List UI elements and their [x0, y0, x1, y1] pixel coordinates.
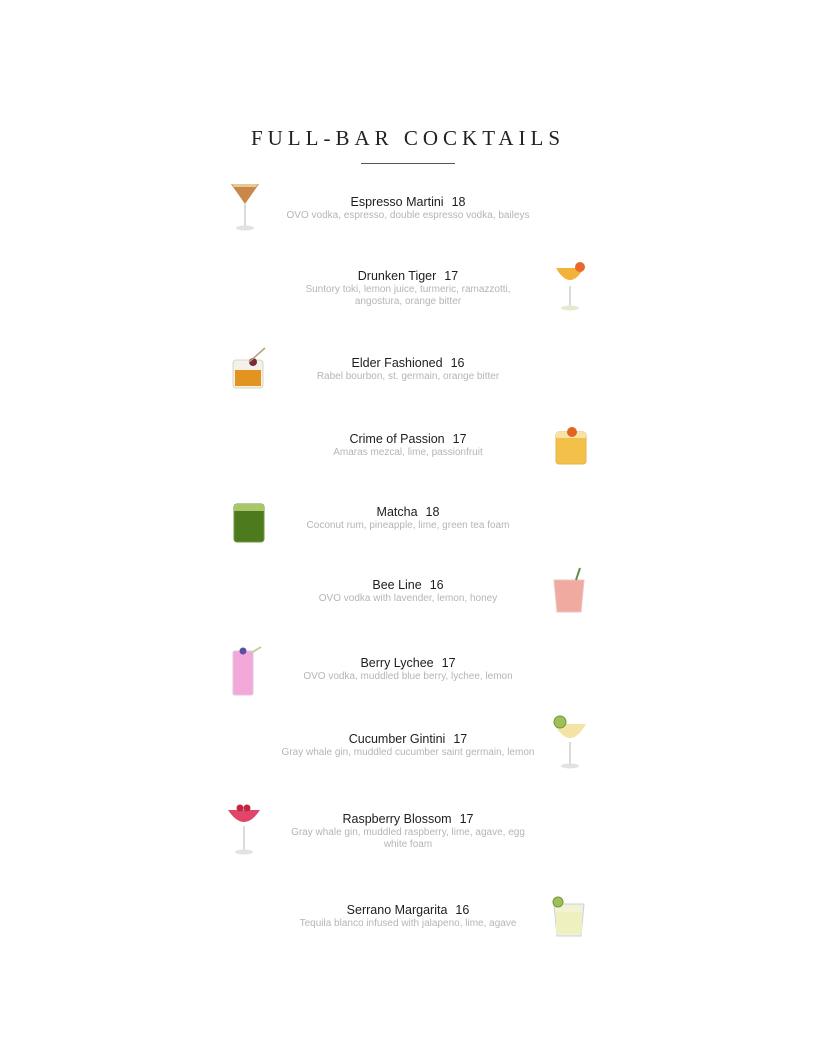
matcha-glass-icon	[226, 494, 270, 550]
item-name: Matcha	[376, 505, 418, 519]
menu-item-cucumber-gintini	[0, 731, 816, 759]
menu-item-elder-fashioned	[0, 355, 816, 383]
item-description: Coconut rum, pineapple, lime, green tea foam	[306, 520, 510, 531]
raspberry-blossom-coupe-icon	[222, 800, 266, 856]
item-name: Berry Lychee	[360, 656, 434, 670]
item-price: 18	[425, 505, 440, 519]
item-description: Gray whale gin, muddled cucumber saint germain, lemon	[281, 747, 535, 758]
menu-item-crime-of-passion	[0, 431, 816, 459]
item-name: Bee Line	[372, 578, 422, 592]
item-name: Espresso Martini	[350, 195, 444, 209]
item-name: Crime of Passion	[349, 432, 445, 446]
menu-item-espresso-martini	[0, 194, 816, 222]
item-price: 17	[444, 269, 459, 283]
item-price: 16	[429, 578, 444, 592]
item-name: Elder Fashioned	[351, 356, 443, 370]
serrano-margarita-glass-icon	[546, 890, 590, 946]
item-description: Gray whale gin, muddled raspberry, lime, agave, egg white foam	[291, 827, 525, 850]
menu-item-matcha	[0, 504, 816, 532]
menu-item-raspberry-blossom	[0, 811, 816, 851]
espresso-martini-glass-icon	[223, 178, 267, 234]
item-price: 17	[441, 656, 456, 670]
drunken-tiger-coupe-icon	[548, 258, 592, 314]
title-divider	[361, 163, 455, 164]
item-name: Raspberry Blossom	[342, 812, 452, 826]
item-price: 18	[451, 195, 466, 209]
item-price: 16	[455, 903, 470, 917]
item-description: OVO vodka, espresso, double espresso vodka, baileys	[286, 210, 530, 221]
item-description: Amaras mezcal, lime, passionfruit	[333, 447, 483, 458]
menu-item-bee-line	[0, 577, 816, 605]
page-title: FULL-BAR COCKTAILS	[250, 126, 566, 150]
item-name: Drunken Tiger	[357, 269, 437, 283]
item-description: Tequila blanco infused with jalapeno, lime, agave	[299, 918, 517, 929]
cucumber-gintini-coupe-icon	[548, 714, 592, 770]
item-description: Suntory toki, lemon juice, turmeric, ramazzotti, angostura, orange bitter	[305, 284, 511, 307]
menu-item-drunken-tiger	[0, 268, 816, 308]
item-price: 17	[453, 732, 468, 746]
bee-line-glass-icon	[546, 564, 590, 620]
item-name: Cucumber Gintini	[348, 732, 446, 746]
berry-lychee-highball-icon	[221, 643, 265, 699]
item-price: 16	[450, 356, 465, 370]
menu-item-berry-lychee	[0, 655, 816, 683]
item-price: 17	[459, 812, 474, 826]
item-name: Serrano Margarita	[346, 903, 448, 917]
item-description: Rabel bourbon, st. germain, orange bitter	[316, 371, 500, 382]
item-price: 17	[452, 432, 467, 446]
item-description: OVO vodka, muddled blue berry, lychee, lemon	[303, 671, 513, 682]
item-description: OVO vodka with lavender, lemon, honey	[318, 593, 498, 604]
menu-item-serrano-margarita	[0, 902, 816, 930]
crime-of-passion-rocks-glass-icon	[548, 418, 592, 474]
elder-fashioned-rocks-glass-icon	[225, 342, 269, 398]
